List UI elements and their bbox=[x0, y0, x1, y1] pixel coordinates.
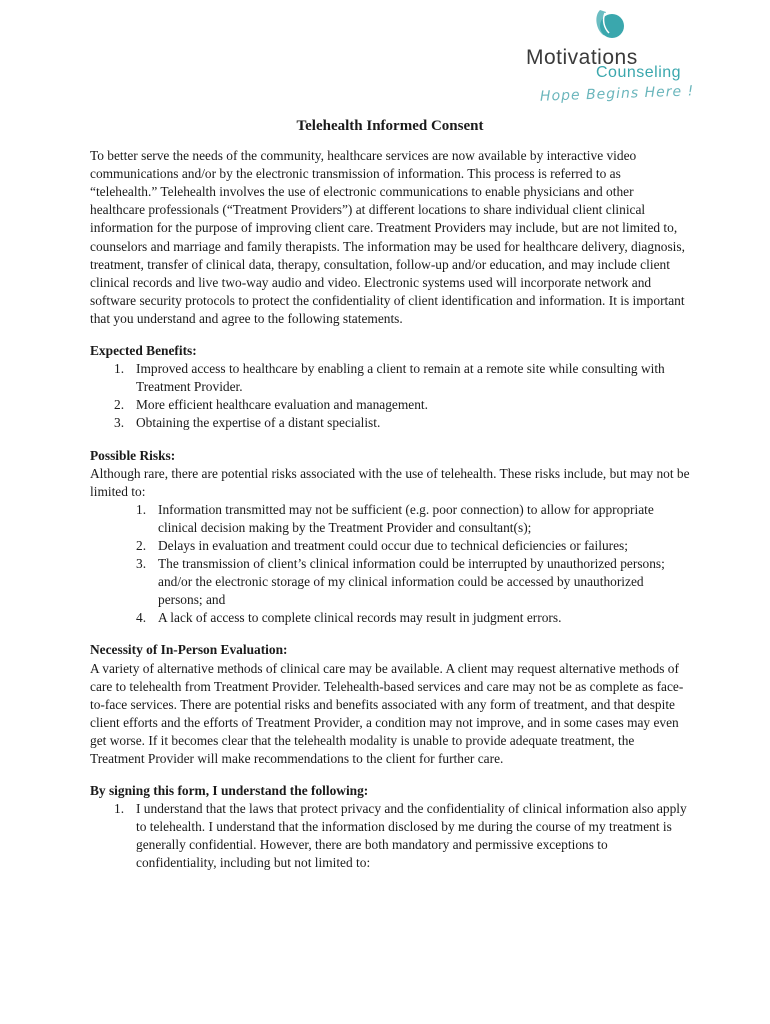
list-item: 1. Information transmitted may not be sufficient (e.g. poor connection) to allow for appropriate clinical decision making by the Treatment Provider and consultant(s); bbox=[136, 501, 654, 535]
benefits-heading: Expected Benefits: bbox=[90, 343, 197, 359]
list-item: 2. Delays in evaluation and treatment could occur due to technical deficiencies or failures; bbox=[136, 537, 628, 553]
signing-list bbox=[90, 800, 690, 872]
signing-heading: By signing this form, I understand the following: bbox=[90, 783, 369, 799]
risks-heading: Possible Risks: bbox=[90, 447, 176, 463]
in-person-heading: Necessity of In-Person Evaluation: bbox=[90, 642, 288, 658]
logo-wordmark-counseling: Counseling bbox=[596, 64, 682, 81]
document-body bbox=[90, 117, 690, 873]
in-person-paragraph: A variety of alternative methods of clinical care may be available. A client may request alternative methods of care to telehealth from Treatment Provider. Telehealth-based services and care may not be as complete as face-to-face services. There are potential risks and benefits associated with any form of treatment, and that despite client efforts and the efforts of Treatment Provider, a condition may not improve, and in some cases may even get worse. If it becomes clear that the telehealth modality is unable to provide adequate treatment, the Treatment Provider will make recommendations to the client for further care. bbox=[90, 660, 684, 766]
benefits-list bbox=[90, 360, 690, 432]
list-item: 4. A lack of access to complete clinical records may result in judgment errors. bbox=[136, 610, 562, 626]
list-item: 3. Obtaining the expertise of a distant specialist. bbox=[114, 415, 381, 431]
list-item: 3. The transmission of client’s clinical information could be interrupted by unauthorized persons; and/or the electronic storage of my clinical information could be accessed by unauthorized persons; and bbox=[136, 556, 665, 608]
list-item: 1. I understand that the laws that protect privacy and the confidentiality of clinical information also apply to telehealth. I understand that the information disclosed by me during the course of my treatment is generally confidential. However, there are both mandatory and permissive exceptions to confidentiality, including but not limited to: bbox=[114, 801, 687, 871]
risks-intro: Although rare, there are potential risks associated with the use of telehealth. These risks include, but may not be limited to: bbox=[90, 465, 690, 499]
risks-list bbox=[90, 501, 690, 628]
logo-tagline: Hope Begins Here ! bbox=[539, 83, 695, 105]
list-item: 1. Improved access to healthcare by enabling a client to remain at a remote site while consulting with Treatment Provider. bbox=[114, 361, 665, 395]
woman-silhouette-icon bbox=[588, 6, 628, 46]
intro-paragraph: To better serve the needs of the community, healthcare services are now available by interactive video communications and/or by the electronic transmission of information. This process is referred to as “telehealth.” Telehealth involves the use of electronic communications to enable physicians and other healthcare professionals (“Treatment Providers”) at different locations to share individual client clinical information for the purpose of improving client care. Treatment Providers may include, but are not limited to, counselors and marriage and family therapists. The information may be used for healthcare delivery, diagnosis, treatment, transfer of clinical data, therapy, consultation, follow-up and/or education, and may include client clinical records and live two-way audio and video. Electronic systems used will incorporate network and software security protocols to protect the confidentiality of client identification and information. It is important that you understand and agree to the following statements. bbox=[90, 148, 685, 326]
brand-logo bbox=[522, 6, 695, 106]
logo-wordmark-motivations: Motivations bbox=[526, 46, 638, 69]
document-title: Telehealth Informed Consent bbox=[296, 118, 484, 134]
list-item: 2. More efficient healthcare evaluation and management. bbox=[114, 397, 428, 413]
